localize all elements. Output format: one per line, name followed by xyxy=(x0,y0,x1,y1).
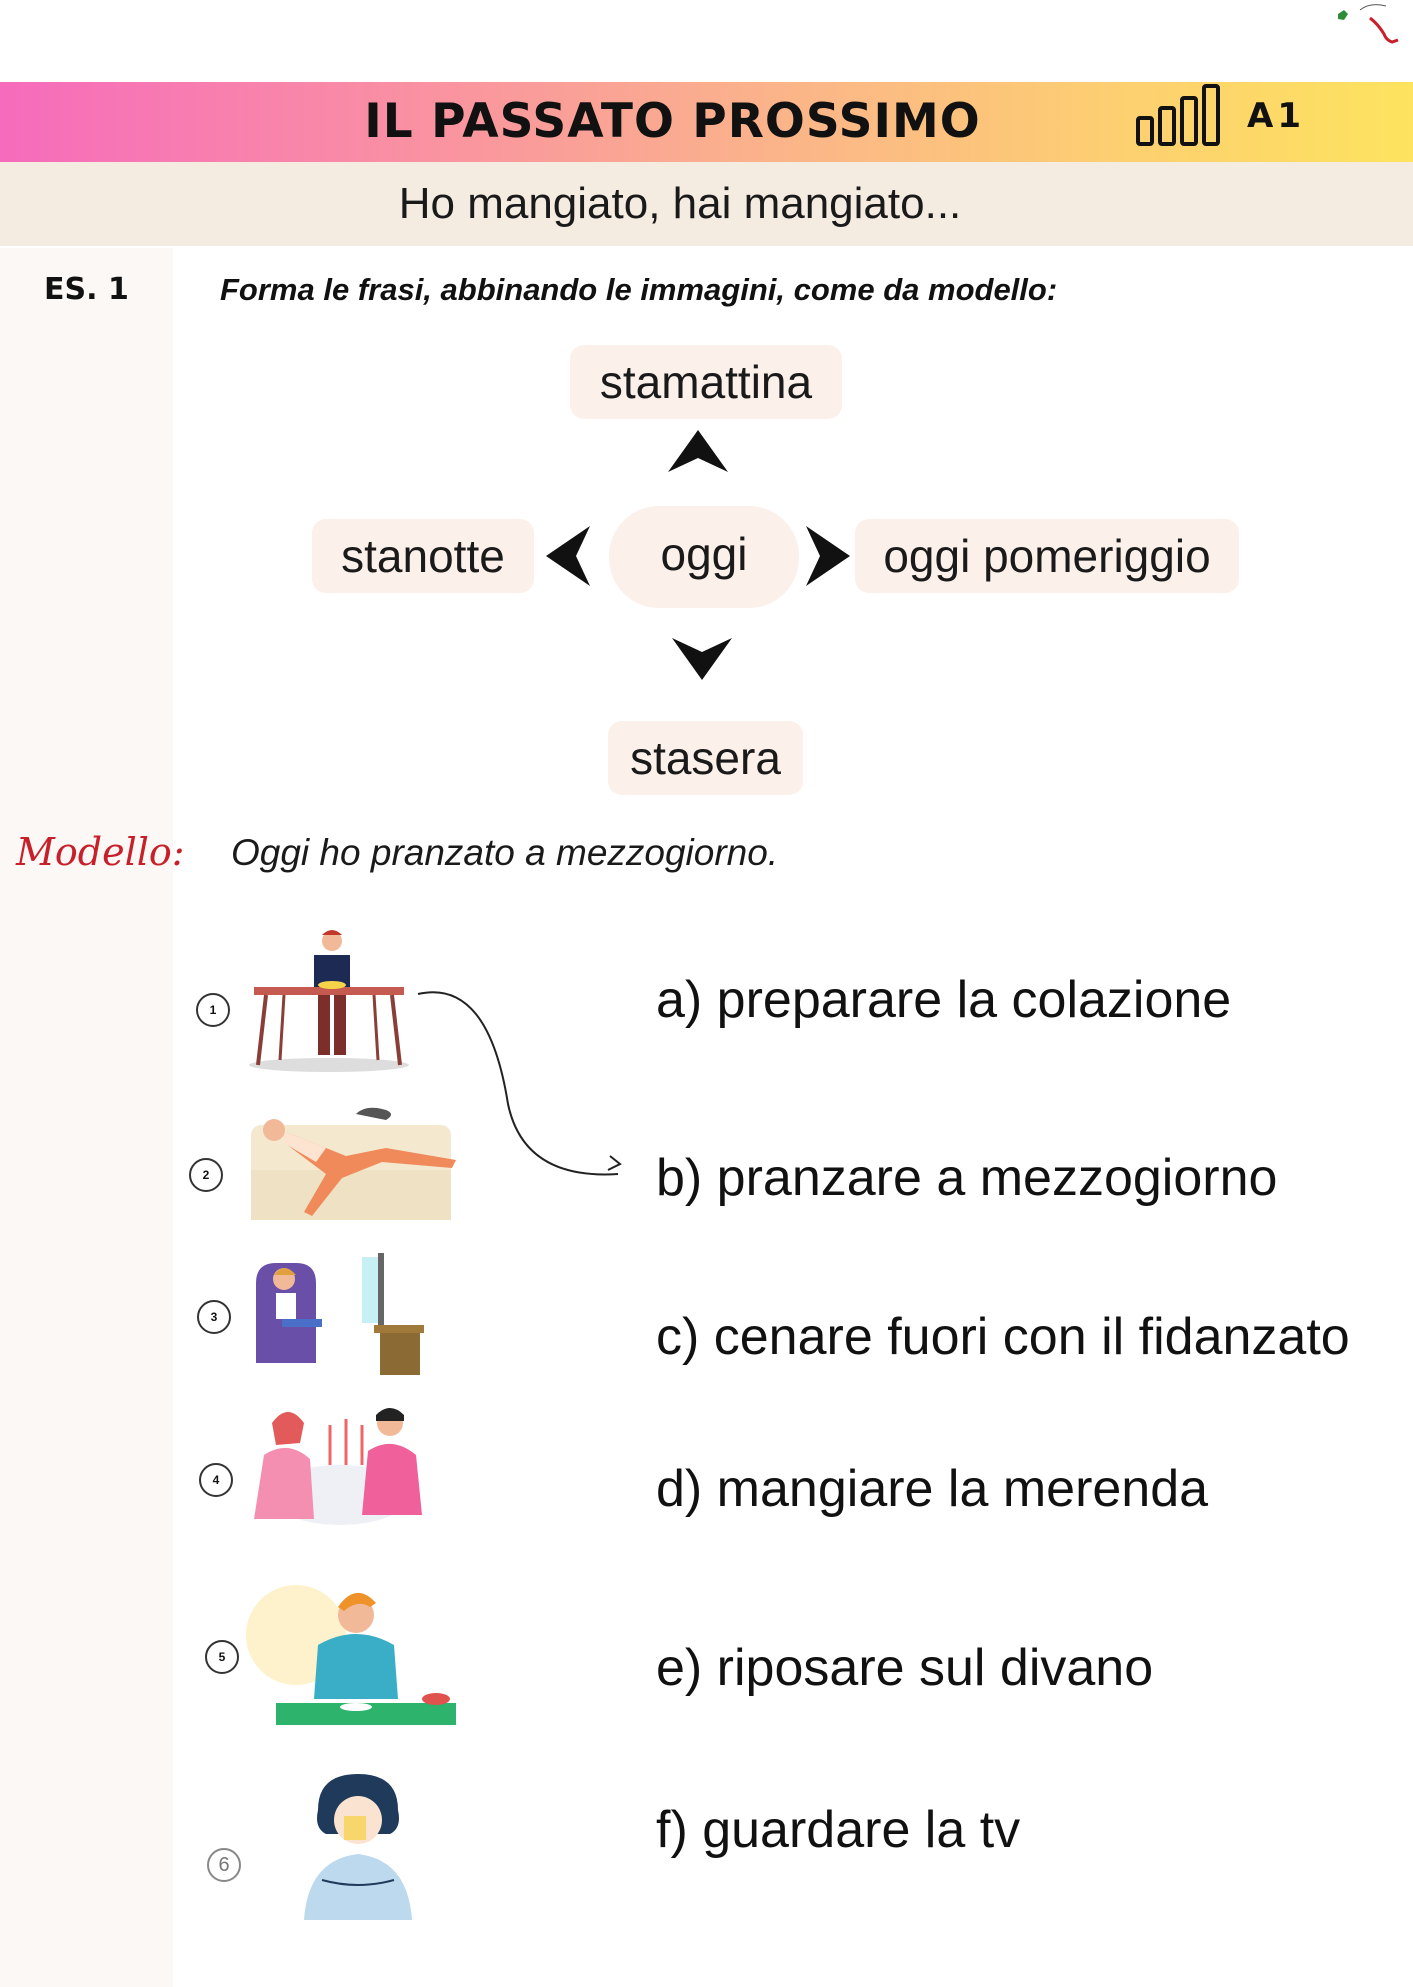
option-c: c) cenare fuori con il fidanzato xyxy=(656,1308,1350,1366)
item-number-4: 4 xyxy=(199,1463,233,1497)
item-number-1: 1 xyxy=(196,993,230,1027)
arrow-right-icon xyxy=(804,524,852,588)
subtitle: Ho mangiato, hai mangiato... xyxy=(398,179,962,228)
item-number-5: 5 xyxy=(205,1640,239,1674)
brand-logo xyxy=(1330,0,1413,48)
time-word-stasera: stasera xyxy=(608,721,803,795)
arrow-down-icon xyxy=(670,636,734,682)
level-bars-icon xyxy=(1136,82,1226,152)
option-f: f) guardare la tv xyxy=(656,1801,1021,1859)
option-b: b) pranzare a mezzogiorno xyxy=(656,1149,1278,1207)
item-number-2: 2 xyxy=(189,1158,223,1192)
time-word-stanotte: stanotte xyxy=(312,519,534,593)
time-word-stamattina: stamattina xyxy=(570,345,842,419)
level-badge: A1 xyxy=(1247,96,1305,136)
arrow-up-icon xyxy=(666,428,730,474)
page-title: IL PASSATO PROSSIMO xyxy=(364,94,981,149)
time-word-oggi-pomeriggio: oggi pomeriggio xyxy=(855,519,1239,593)
option-a: a) preparare la colazione xyxy=(656,971,1232,1029)
model-label: Modello: xyxy=(16,830,185,874)
option-d: d) mangiare la merenda xyxy=(656,1460,1209,1518)
arrow-left-icon xyxy=(544,524,592,588)
time-word-oggi: oggi xyxy=(609,506,799,608)
option-e: e) riposare sul divano xyxy=(656,1639,1154,1697)
exercise-label: ES. 1 xyxy=(44,272,129,307)
person-watching-tv-illustration xyxy=(246,1253,436,1378)
item-number-6: 6 xyxy=(207,1848,241,1882)
exercise-instruction: Forma le frasi, abbinando le immagini, come da modello: xyxy=(220,272,1058,307)
item-number-3: 3 xyxy=(197,1300,231,1334)
couple-dinner-illustration xyxy=(250,1405,435,1530)
model-sentence: Oggi ho pranzato a mezzogiorno. xyxy=(231,832,779,873)
matching-line-example xyxy=(410,984,630,1184)
girl-eating-snack-illustration xyxy=(296,1770,421,1922)
person-eating-snack-illustration xyxy=(246,1575,461,1730)
man-eating-lunch-illustration xyxy=(244,925,414,1075)
margin-band xyxy=(0,248,173,1987)
